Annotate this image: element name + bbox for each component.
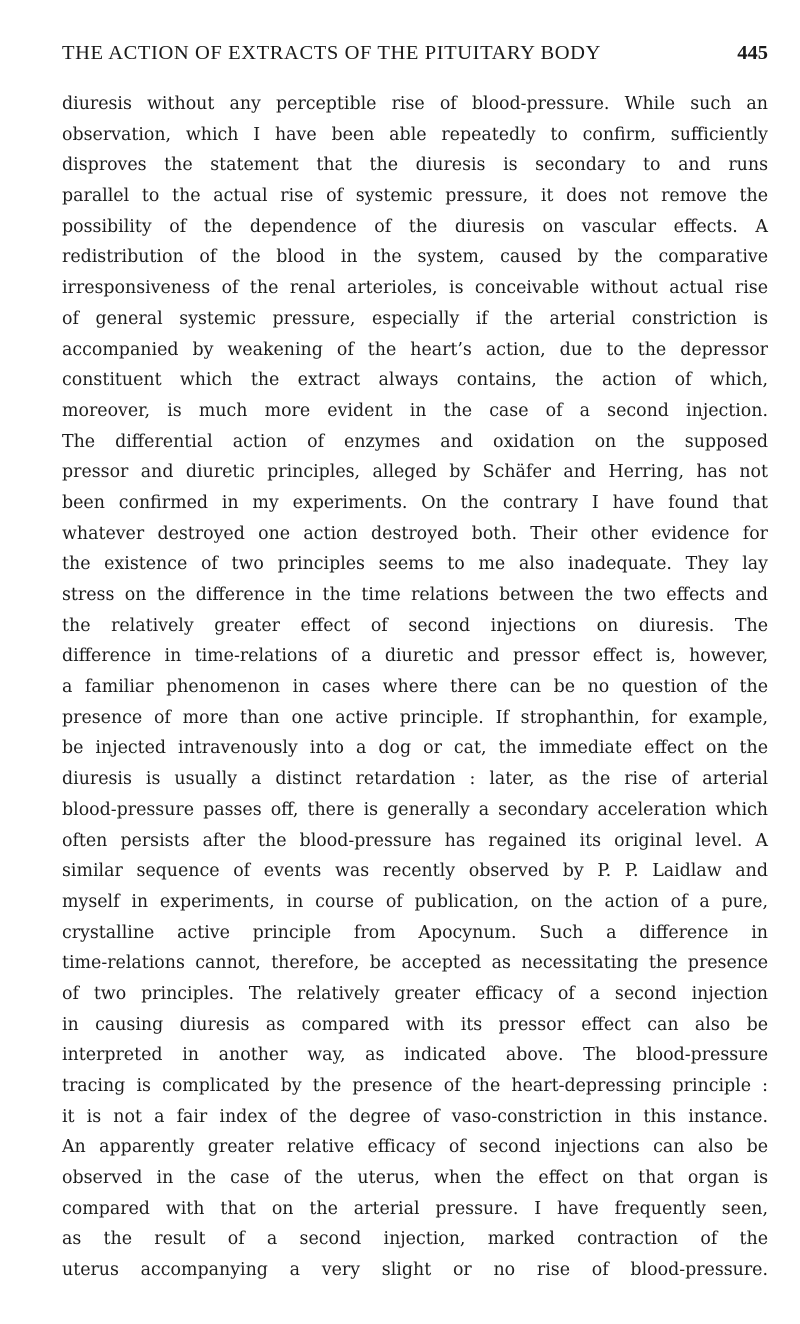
text-line: a familiar phenomenon in cases where there can be no question of the — [62, 677, 768, 698]
body-text — [62, 89, 768, 1286]
text-line: observation, which I have been able repeatedly to confirm, sufficiently — [62, 124, 768, 145]
text-line: diuresis is usually a distinct retardation : later, as the rise of arterial — [62, 769, 768, 790]
text-line: possibility of the dependence of the diuresis on vascular effects. A — [62, 216, 768, 237]
text-line: presence of more than one active principle. If strophanthin, for example, — [62, 707, 768, 728]
text-line: stress on the difference in the time relations between the two effects and — [62, 585, 768, 605]
text-line: time-relations cannot, therefore, be accepted as necessitating the presence — [62, 953, 768, 974]
text-line: similar sequence of events was recently observed by P. P. Laidlaw and — [62, 861, 768, 882]
page-number: 445 — [737, 42, 768, 64]
text-line: irresponsiveness of the renal arterioles, is conceivable without actual rise — [62, 278, 768, 299]
text-line: observed in the case of the uterus, when the effect on that organ is — [62, 1168, 768, 1189]
text-line: myself in experiments, in course of publication, on the action of a pure, — [62, 891, 768, 912]
text-line: the relatively greater effect of second injections on diuresis. The — [62, 615, 768, 636]
text-line: be injected intravenously into a dog or cat, the immediate effect on the — [62, 738, 768, 759]
text-line: moreover, is much more evident in the case of a second injection. — [62, 400, 768, 421]
running-head — [62, 42, 768, 72]
text-line: diuresis without any perceptible rise of blood-pressure. While such an — [62, 94, 768, 114]
text-line: interpreted in another way, as indicated above. The blood-pressure — [62, 1045, 768, 1066]
text-line: pressor and diuretic principles, alleged by Schäfer and Herring, has not — [62, 462, 768, 483]
text-line: disproves the statement that the diuresis is secondary to and runs — [62, 155, 768, 176]
text-line: of two principles. The relatively greater efficacy of a second injection — [62, 983, 768, 1004]
text-line: as the result of a second injection, marked contraction of the — [62, 1229, 768, 1250]
text-line: the existence of two principles seems to me also inadequate. They lay — [62, 554, 768, 575]
text-line: of general systemic pressure, especially if the arterial constriction is — [62, 308, 768, 329]
text-line: accompanied by weakening of the heart’s action, due to the depressor — [62, 339, 768, 360]
text-line: often persists after the blood-pressure has regained its original level. A — [62, 830, 768, 851]
text-line: it is not a fair index of the degree of vaso-constriction in this instance. — [62, 1106, 768, 1127]
text-line: whatever destroyed one action destroyed both. Their other evidence for — [62, 523, 768, 544]
text-line: An apparently greater relative efficacy of second injections can also be — [62, 1137, 768, 1158]
text-line: in causing diuresis as compared with its pressor effect can also be — [62, 1014, 768, 1035]
text-line: blood-pressure passes off, there is generally a secondary acceleration which — [62, 799, 768, 820]
text-line: difference in time-relations of a diuretic and pressor effect is, however, — [62, 646, 768, 667]
text-line: compared with that on the arterial pressure. I have frequently seen, — [62, 1198, 768, 1219]
text-line: parallel to the actual rise of systemic pressure, it does not remove the — [62, 186, 768, 207]
running-title: THE ACTION OF EXTRACTS OF THE PITUITARY BODY — [62, 42, 601, 64]
text-line: tracing is complicated by the presence of the heart-depressing principle : — [62, 1076, 768, 1096]
text-line: uterus accompanying a very slight or no rise of blood-pressure. — [62, 1260, 768, 1281]
text-line: constituent which the extract always contains, the action of which, — [62, 370, 768, 391]
text-line: The differential action of enzymes and oxidation on the supposed — [62, 431, 768, 452]
text-line: crystalline active principle from Apocynum. Such a difference in — [62, 922, 768, 943]
text-line: been confirmed in my experiments. On the contrary I have found that — [62, 492, 768, 513]
text-line: redistribution of the blood in the system, caused by the comparative — [62, 247, 768, 268]
